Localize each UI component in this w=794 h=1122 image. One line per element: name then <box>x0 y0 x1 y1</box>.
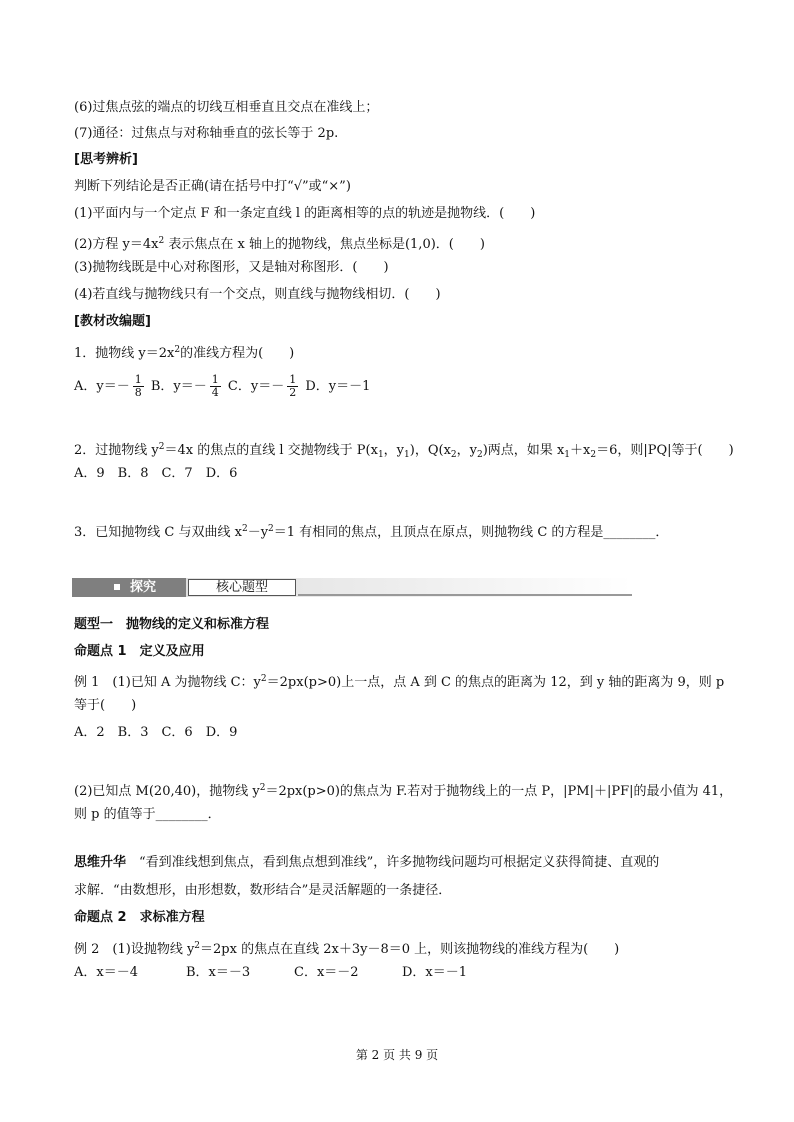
text-seg: ＝6，则|PQ|等于( ) <box>596 443 734 458</box>
numerator: 1 <box>134 373 142 386</box>
text-seg: 2．过抛物线 y <box>74 443 159 458</box>
line-example-1-part-2 <box>74 779 732 801</box>
line-judge-2 <box>74 232 485 254</box>
subscript: 1 <box>377 450 384 460</box>
heading-type-1: 题型一 抛物线的定义和标准方程 <box>74 617 270 632</box>
line-question-3 <box>74 520 668 542</box>
square-bullet-icon <box>114 584 120 590</box>
option-a <box>74 374 147 400</box>
text-seg: (2)已知点 M(20,40)，抛物线 y <box>74 784 260 799</box>
heading-think: [思考辨析] <box>74 152 138 167</box>
superscript: 2 <box>268 524 274 534</box>
text-seg: －y <box>247 525 269 540</box>
line-example-2 <box>74 937 619 959</box>
text-seg: 3．已知抛物线 C 与双曲线 x <box>74 525 242 540</box>
subscript: 2 <box>450 450 457 460</box>
text-seg: ＝2px(p>0)上一点，点 A 到 C 的焦点的距离为 12，到 y 轴的距离为 9，则 p <box>266 675 725 690</box>
text-seg: ＝1 有相同的焦点，且顶点在原点，则抛物线 C 的方程是________． <box>273 525 669 540</box>
option-d: D．x＝－1 <box>402 965 468 980</box>
page-footer: 第 2 页 共 9 页 <box>355 1048 439 1062</box>
subscript: 1 <box>404 450 410 460</box>
option-b <box>151 374 224 400</box>
superscript: 2 <box>158 442 165 452</box>
banner-tag-label: 探究 <box>130 580 157 595</box>
line-question-2-options: A．9 B．8 C．7 D．6 <box>74 466 238 481</box>
text-seg: 例 2 (1)设抛物线 y <box>74 942 195 957</box>
text-seg: ＝4x 的焦点的直线 l 交抛物线于 P(x <box>164 443 378 458</box>
denominator: 2 <box>289 386 297 399</box>
fraction <box>210 374 221 399</box>
text-seg: 表示焦点在 x 轴上的抛物线，焦点坐标是(1,0)．( ) <box>164 237 485 252</box>
option-d: D．y＝－1 <box>305 379 371 394</box>
subscript: 2 <box>590 450 597 460</box>
heading-point-1: 命题点 1 定义及应用 <box>74 644 205 659</box>
superscript: 2 <box>158 236 165 246</box>
text-seg: ＝2px(p>0)的焦点为 F.若对于抛物线上的一点 P，|PM|＋|PF|的最小值为 41， <box>265 784 733 799</box>
line-example-1-options: A．2 B．3 C．6 D．9 <box>74 725 238 740</box>
line-example-1-cont: 等于( ) <box>74 698 137 713</box>
banner-title: 核心题型 <box>188 579 296 596</box>
superscript: 2 <box>194 941 201 951</box>
text-seg: ，y <box>383 443 405 458</box>
line-judge-instruction: 判断下列结论是否正确(请在括号中打“√”或“×”) <box>74 179 351 194</box>
line-property-6: (6)过焦点弦的端点的切线互相垂直且交点在准线上； <box>74 100 379 115</box>
text-seg: 的准线方程为( ) <box>180 346 295 361</box>
text-seg: ，y <box>456 443 477 458</box>
option-c <box>228 374 301 400</box>
numerator: 1 <box>289 373 297 386</box>
text-seg: 例 1 (1)已知 A 为抛物线 C：y <box>74 675 261 690</box>
superscript: 2 <box>174 345 181 355</box>
option-label: C．y＝－ <box>227 379 285 394</box>
line-example-2-options <box>74 964 467 982</box>
text-seg: ＋x <box>570 443 591 458</box>
line-judge-1: (1)平面内与一个定点 F 和一条定直线 l 的距离相等的点的轨迹是抛物线．( ) <box>74 206 536 221</box>
subscript: 1 <box>564 450 571 460</box>
option-label: B．y＝－ <box>150 379 207 394</box>
option-b: B．x＝－3 <box>186 965 251 980</box>
text-seg: “看到准线想到焦点，看到焦点想到准线”，许多抛物线问题均可根据定义获得简捷、直观的 <box>126 855 660 870</box>
option-a: A．x＝－4 <box>74 965 138 980</box>
section-banner <box>72 578 632 597</box>
banner-rule <box>298 594 632 596</box>
text-seg: ＝2px 的焦点在直线 2x＋3y－8＝0 上，则该抛物线的准线方程为( ) <box>200 942 620 957</box>
line-example-1 <box>74 670 724 692</box>
superscript: 2 <box>241 524 248 534</box>
heading-textbook: [教材改编题] <box>74 314 151 329</box>
text-seg: )两点，如果 x <box>482 443 565 458</box>
fraction <box>133 374 144 399</box>
line-example-1-part-2-cont: 则 p 的值等于________． <box>74 807 221 822</box>
line-judge-3: (3)抛物线既是中心对称图形，又是轴对称图形．( ) <box>74 260 389 275</box>
text-seg: (2)方程 y＝4x <box>74 237 159 252</box>
line-insight-cont: 求解．“由数想形，由形想数，数形结合”是灵活解题的一条捷径． <box>74 883 452 898</box>
insight-label: 思维升华 <box>74 855 127 870</box>
subscript: 2 <box>477 450 483 460</box>
numerator: 1 <box>211 373 219 386</box>
line-question-2 <box>74 438 734 464</box>
fraction <box>287 374 298 399</box>
superscript: 2 <box>260 674 267 684</box>
line-insight <box>74 854 659 872</box>
option-c: C．x＝－2 <box>294 965 359 980</box>
line-question-1-options <box>74 374 370 400</box>
text-seg: )，Q(x <box>409 443 451 458</box>
text-seg: 1．抛物线 y＝2x <box>74 346 175 361</box>
option-label: A．y＝－ <box>74 379 130 394</box>
heading-point-2: 命题点 2 求标准方程 <box>74 910 205 925</box>
banner-tag <box>72 578 186 597</box>
denominator: 8 <box>134 386 142 399</box>
line-question-1 <box>74 341 294 363</box>
denominator: 4 <box>211 386 219 399</box>
line-judge-4: (4)若直线与抛物线只有一个交点，则直线与抛物线相切．( ) <box>74 287 441 302</box>
line-property-7: (7)通径：过焦点与对称轴垂直的弦长等于 2p. <box>74 126 339 141</box>
superscript: 2 <box>259 783 266 793</box>
